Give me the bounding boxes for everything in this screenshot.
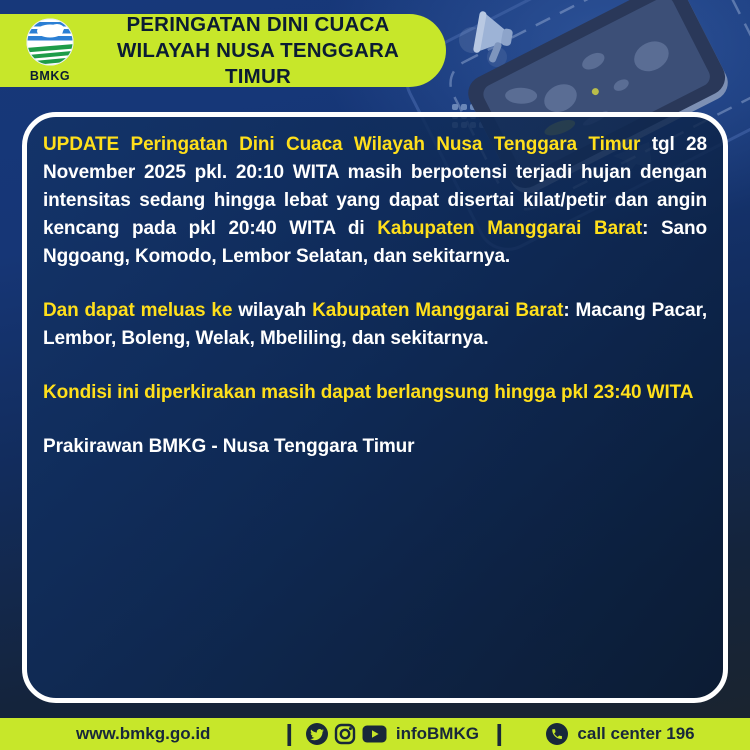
body-text: tgl 28 November 2025 pkl. 20:10 WITA masih berpotensi terjadi hujan dengan intensitas sedang hingga lebat yang dapat disertai kilat/petir dan angin kencang pada pkl 20:40 WITA di bbox=[43, 134, 707, 239]
alert-paragraph bbox=[43, 131, 707, 271]
alert-card bbox=[22, 112, 728, 703]
highlighted-text: Kabupaten Manggarai Barat bbox=[312, 300, 564, 321]
bmkg-logo bbox=[8, 18, 92, 83]
highlighted-text: Kondisi ini diperkirakan masih dapat berlangsung hingga pkl 23:40 WITA bbox=[43, 382, 694, 403]
page-title bbox=[92, 12, 446, 90]
highlighted-text: Dan dapat meluas ke bbox=[43, 300, 233, 321]
twitter-icon bbox=[306, 723, 328, 745]
title-line-2: WILAYAH NUSA TENGGARA TIMUR bbox=[116, 38, 400, 88]
alert-paragraph bbox=[43, 433, 707, 461]
bmkg-logo-icon bbox=[26, 18, 74, 66]
body-text: : Sano Nggoang, Komodo, Lembor Selatan, dan sekitarnya. bbox=[43, 218, 708, 267]
body-text: : Macang Pacar, Lembor, Boleng, Welak, Mbeliling, dan sekitarnya. bbox=[43, 300, 707, 349]
footer-separator: | bbox=[285, 719, 294, 746]
phone-icon bbox=[546, 723, 568, 745]
highlighted-text: UPDATE Peringatan Dini Cuaca Wilayah Nusa Tenggara Timur bbox=[43, 134, 641, 155]
footer-separator-2: | bbox=[495, 719, 504, 746]
body-text: Prakirawan BMKG - Nusa Tenggara Timur bbox=[43, 436, 415, 457]
call-center-label: call center 196 bbox=[577, 724, 695, 743]
instagram-icon bbox=[334, 723, 356, 745]
website-link: www.bmkg.go.id bbox=[76, 724, 211, 743]
alert-text bbox=[43, 131, 707, 461]
header-banner bbox=[0, 14, 446, 87]
footer-bar bbox=[0, 718, 750, 750]
body-text: wilayah bbox=[232, 300, 313, 321]
title-line-1: PERINGATAN DINI CUACA bbox=[126, 12, 390, 36]
social-handle: infoBMKG bbox=[395, 724, 479, 743]
bmkg-logo-text: BMKG bbox=[29, 69, 71, 83]
highlighted-text: Kabupaten Manggarai Barat bbox=[377, 218, 643, 239]
youtube-icon bbox=[362, 725, 387, 743]
alert-paragraph bbox=[43, 379, 707, 407]
alert-paragraph bbox=[43, 297, 707, 353]
